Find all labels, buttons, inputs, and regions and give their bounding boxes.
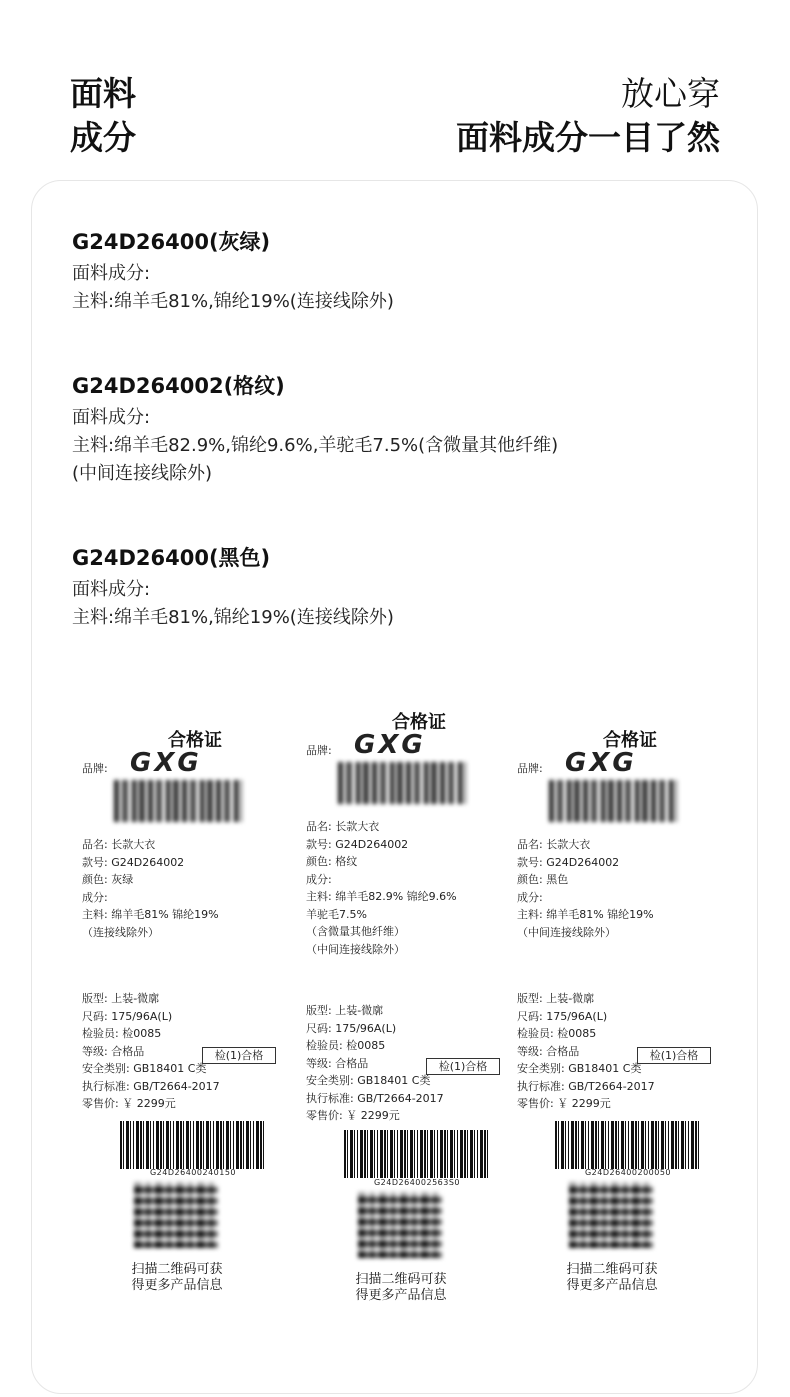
- scan-hint-line2: 得更多产品信息: [566, 1278, 658, 1293]
- brand-label: 品牌:: [517, 762, 543, 775]
- tag-info-bottom: 版型: 上装-微廓 尺码: 175/96A(L) 检验员: 检0085 等级: 合格品 安全类别: GB18401 C类 执行标准: GB/T2664-2017 零售价: ￥ 2299元: [517, 992, 655, 1110]
- tag-info-top: 品名: 长款大衣 款号: G24D264002 颜色: 灰绿 成分: 主料: 绵羊毛81% 锦纶19% （连接线除外）: [82, 838, 219, 939]
- section-title-line2: 成分: [70, 118, 136, 157]
- brand-logo: GXG: [130, 748, 202, 778]
- fabric-line: 主料:绵羊毛81%,锦纶19%(连接线除外): [72, 607, 394, 628]
- fabric-label: 面料成分:: [72, 407, 151, 428]
- certificate-title: 合格证: [603, 730, 657, 751]
- fabric-line: 主料:绵羊毛82.9%,锦纶9.6%,羊驼毛7.5%(含微量其他纤维): [72, 435, 559, 456]
- product-block-2: [72, 370, 558, 488]
- barcode: [344, 1130, 490, 1178]
- fabric-label: 面料成分:: [72, 579, 151, 600]
- scan-hint-line1: 扫描二维码可获: [566, 1262, 658, 1277]
- scan-hint-line2: 得更多产品信息: [355, 1288, 447, 1303]
- barcode: [555, 1121, 701, 1169]
- tag-info-top: 品名: 长款大衣 款号: G24D264002 颜色: 格纹 成分: 主料: 绵羊毛82.9% 锦纶9.6% 羊驼毛7.5% （含微量其他纤维） （中间连接线除外）: [306, 820, 457, 956]
- scan-hint-line2: 得更多产品信息: [131, 1278, 223, 1293]
- tag-info-top: 品名: 长款大衣 款号: G24D264002 颜色: 黑色 成分: 主料: 绵羊毛81% 锦纶19% （中间连接线除外）: [517, 838, 654, 939]
- tag-info-bottom: 版型: 上装-微廓 尺码: 175/96A(L) 检验员: 检0085 等级: 合格品 安全类别: GB18401 C类 执行标准: GB/T2664-2017 零售价: ￥ 2299元: [306, 1004, 444, 1122]
- scan-hint-line1: 扫描二维码可获: [131, 1262, 223, 1277]
- barcode: [120, 1121, 266, 1169]
- brand-logo: GXG: [354, 730, 426, 760]
- subtitle-main: 面料成分一目了然: [456, 118, 720, 157]
- barcode-number: G24D26400200050: [584, 1168, 672, 1177]
- blurred-barcode: [338, 762, 466, 804]
- brand-label: 品牌:: [82, 762, 108, 775]
- blurred-barcode: [114, 780, 242, 822]
- scan-hint: [527, 1262, 697, 1294]
- brand-logo: GXG: [565, 748, 637, 778]
- certificate-title: 合格证: [392, 712, 446, 733]
- product-code: G24D26400(灰绿): [72, 230, 271, 254]
- inspection-box: 检(1)合格: [426, 1058, 500, 1075]
- tag-info-bottom: 版型: 上装-微廓 尺码: 175/96A(L) 检验员: 检0085 等级: 合格品 安全类别: GB18401 C类 执行标准: GB/T2664-2017 零售价: ￥ 2299元: [82, 992, 220, 1110]
- product-block-1: [72, 226, 394, 316]
- barcode-number: G24D264002563S0: [373, 1178, 460, 1187]
- inspection-box: 检(1)合格: [202, 1047, 276, 1064]
- qr-code: [358, 1192, 442, 1258]
- barcode-number: G24D26400240150: [149, 1168, 237, 1177]
- scan-hint: [316, 1272, 486, 1304]
- subtitle-small: 放心穿: [621, 74, 720, 113]
- fabric-line: 主料:绵羊毛81%,锦纶19%(连接线除外): [72, 291, 394, 312]
- blurred-barcode: [549, 780, 677, 822]
- fabric-line: (中间连接线除外): [72, 463, 213, 484]
- inspection-box: 检(1)合格: [637, 1047, 711, 1064]
- fabric-label: 面料成分:: [72, 263, 151, 284]
- scan-hint-line1: 扫描二维码可获: [355, 1272, 447, 1287]
- qr-code: [569, 1182, 653, 1248]
- qr-code: [134, 1182, 218, 1248]
- section-subtitle: [456, 72, 720, 160]
- section-title: [70, 72, 136, 160]
- product-block-3: [72, 542, 394, 632]
- certificate-tag-2: [306, 706, 521, 1306]
- product-code: G24D26400(黑色): [72, 546, 271, 570]
- scan-hint: [92, 1262, 262, 1294]
- certificate-title: 合格证: [168, 730, 222, 751]
- certificate-tag-1: [82, 724, 297, 1324]
- product-code: G24D264002(格纹): [72, 374, 285, 398]
- brand-label: 品牌:: [306, 744, 332, 757]
- section-title-line1: 面料: [70, 74, 136, 113]
- certificate-tag-3: [517, 724, 732, 1324]
